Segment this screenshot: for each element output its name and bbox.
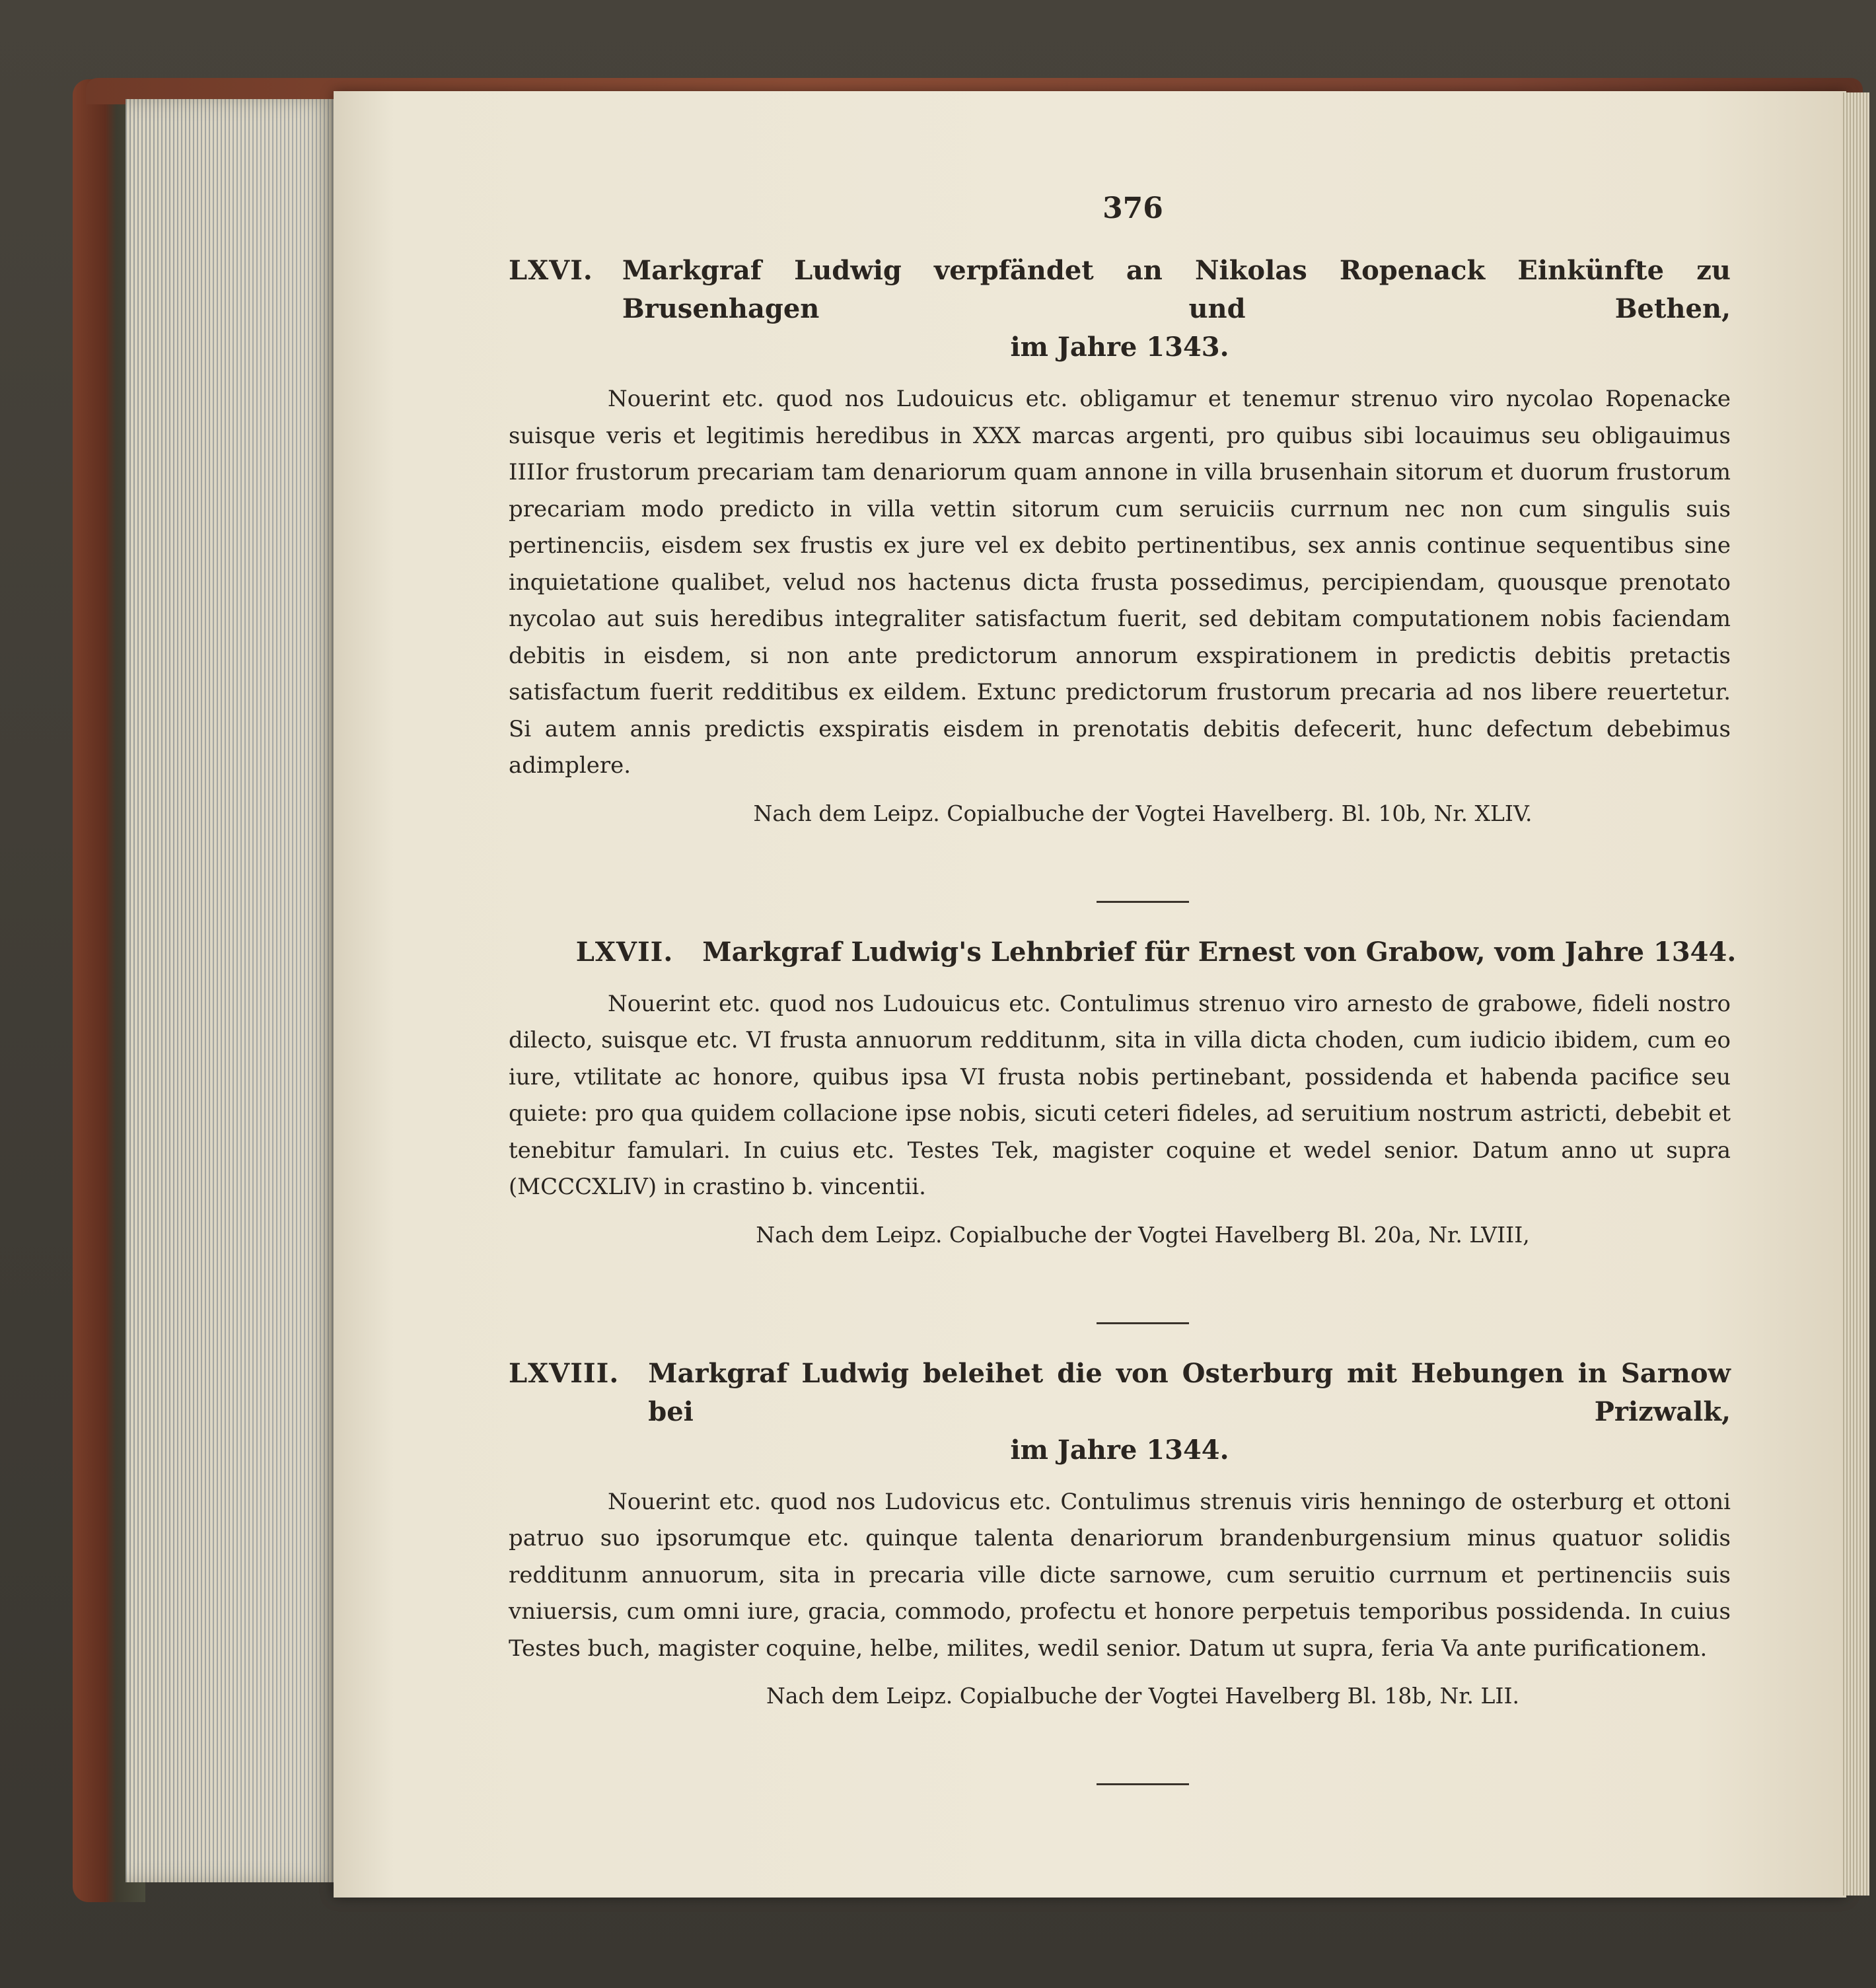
section-divider	[1097, 1322, 1189, 1324]
document-number: LXVII.	[575, 936, 674, 968]
document-lxviii	[509, 1355, 1731, 1717]
document-title-line2: im Jahre 1344.	[1010, 1434, 1229, 1466]
document-title: Markgraf Ludwig verpfändet an Nikolas Ropenack Einkünfte zu Brusenhagen und Bethen,	[622, 255, 1731, 324]
right-page-edges	[1843, 92, 1869, 1896]
document-number: LXVI.	[509, 255, 593, 286]
page-edges	[126, 99, 337, 1882]
document-title: Markgraf Ludwig's Lehnbrief für Ernest von Grabow, vom Jahre 1344.	[702, 936, 1737, 968]
section-divider	[1097, 901, 1189, 903]
section-divider	[1097, 1783, 1189, 1785]
document-title: Markgraf Ludwig beleihet die von Osterburg mit Hebungen in Sarnow bei Prizwalk,	[648, 1357, 1731, 1427]
document-heading	[575, 933, 1737, 972]
page-content	[509, 192, 1737, 1785]
document-body: Nouerint etc. quod nos Ludouicus etc. Contulimus strenuo viro arnesto de grabowe, fideli nostro dilecto, suisque etc. VI frusta annuorum redditunm, sita in villa dicta choden, cum iudicio ibidem, cum eo iure, vtilitate ac honore, quibus ipsa VI frusta nobis pertinebant, possidenda et habenda pacifice seu quiete: pro qua quidem collacione ipse nobis, sicuti ceteri fideles, ad seruitium nostrum astricti, debebit et tenebitur famulari. In cuius etc. Testes Tek, magister coquine et wedel senior. Datum anno ut supra (MCCCXLIV) in crastino b. vincentii.	[509, 990, 1731, 1200]
document-number: LXVIII.	[509, 1357, 620, 1389]
document-body: Nouerint etc. quod nos Ludouicus etc. obligamur et tenemur strenuo viro nycolao Ropenacke suisque veris et legitimis heredibus in XXX marcas argenti, pro quibus sibi locauimus seu obligauimus IIIIor frustorum precariam tam denariorum quam annone in villa brusenhain sitorum et duorum frustorum precariam modo predicto in villa vettin sitorum cum seruiciis currnum nec non cum singulis suis pertinenciis, eisdem sex frustis ex jure vel ex debito pertinentibus, sex annis continue sequentibus sine inquietatione qualibet, velud nos hactenus dicta frusta possedimus, percipiendam, quousque prenotato nycolao aut suis heredibus integraliter satisfactum fuerit, sed debitam computationem nobis faciendam debitis in eisdem, si non ante predictorum annorum exspirationem in predictis debitis pretactis satisfactum fuerit redditibus ex eildem. Extunc predictorum frustorum precaria ad nos libere reuertetur. Si autem annis predictis exspiratis eisdem in prenotatis debitis defecerit, hunc defectum debebimus adimplere.	[509, 386, 1731, 779]
page-number: 376	[1102, 192, 1163, 225]
document-source: Nach dem Leipz. Copialbuche der Vogtei Havelberg Bl. 20a, Nr. LVIII,	[756, 1221, 1530, 1248]
document-lxvii	[509, 933, 1737, 1255]
document-heading	[509, 1355, 1731, 1431]
document-body: Nouerint etc. quod nos Ludovicus etc. Contulimus strenuis viris henningo de osterburg et ottoni patruo suo ipsorumque etc. quinque talenta denariorum brandenburgensium minus quatuor solidis redditunm annuorum, sita in precaria ville dicte sarnowe, cum seruitio currnum et pertinenciis suis vniuersis, cum omni iure, gracia, commodo, profectu et honore perpetuis temporibus possidenda. In cuius Testes buch, magister coquine, helbe, milites, wedil senior. Datum ut supra, feria Va ante purificationem.	[509, 1488, 1731, 1662]
document-source: Nach dem Leipz. Copialbuche der Vogtei Havelberg. Bl. 10b, Nr. XLIV.	[753, 800, 1533, 826]
document-source: Nach dem Leipz. Copialbuche der Vogtei Havelberg Bl. 18b, Nr. LII.	[766, 1683, 1519, 1709]
document-heading	[509, 252, 1731, 328]
document-lxvi	[509, 252, 1731, 834]
document-title-line2: im Jahre 1343.	[1010, 332, 1229, 363]
